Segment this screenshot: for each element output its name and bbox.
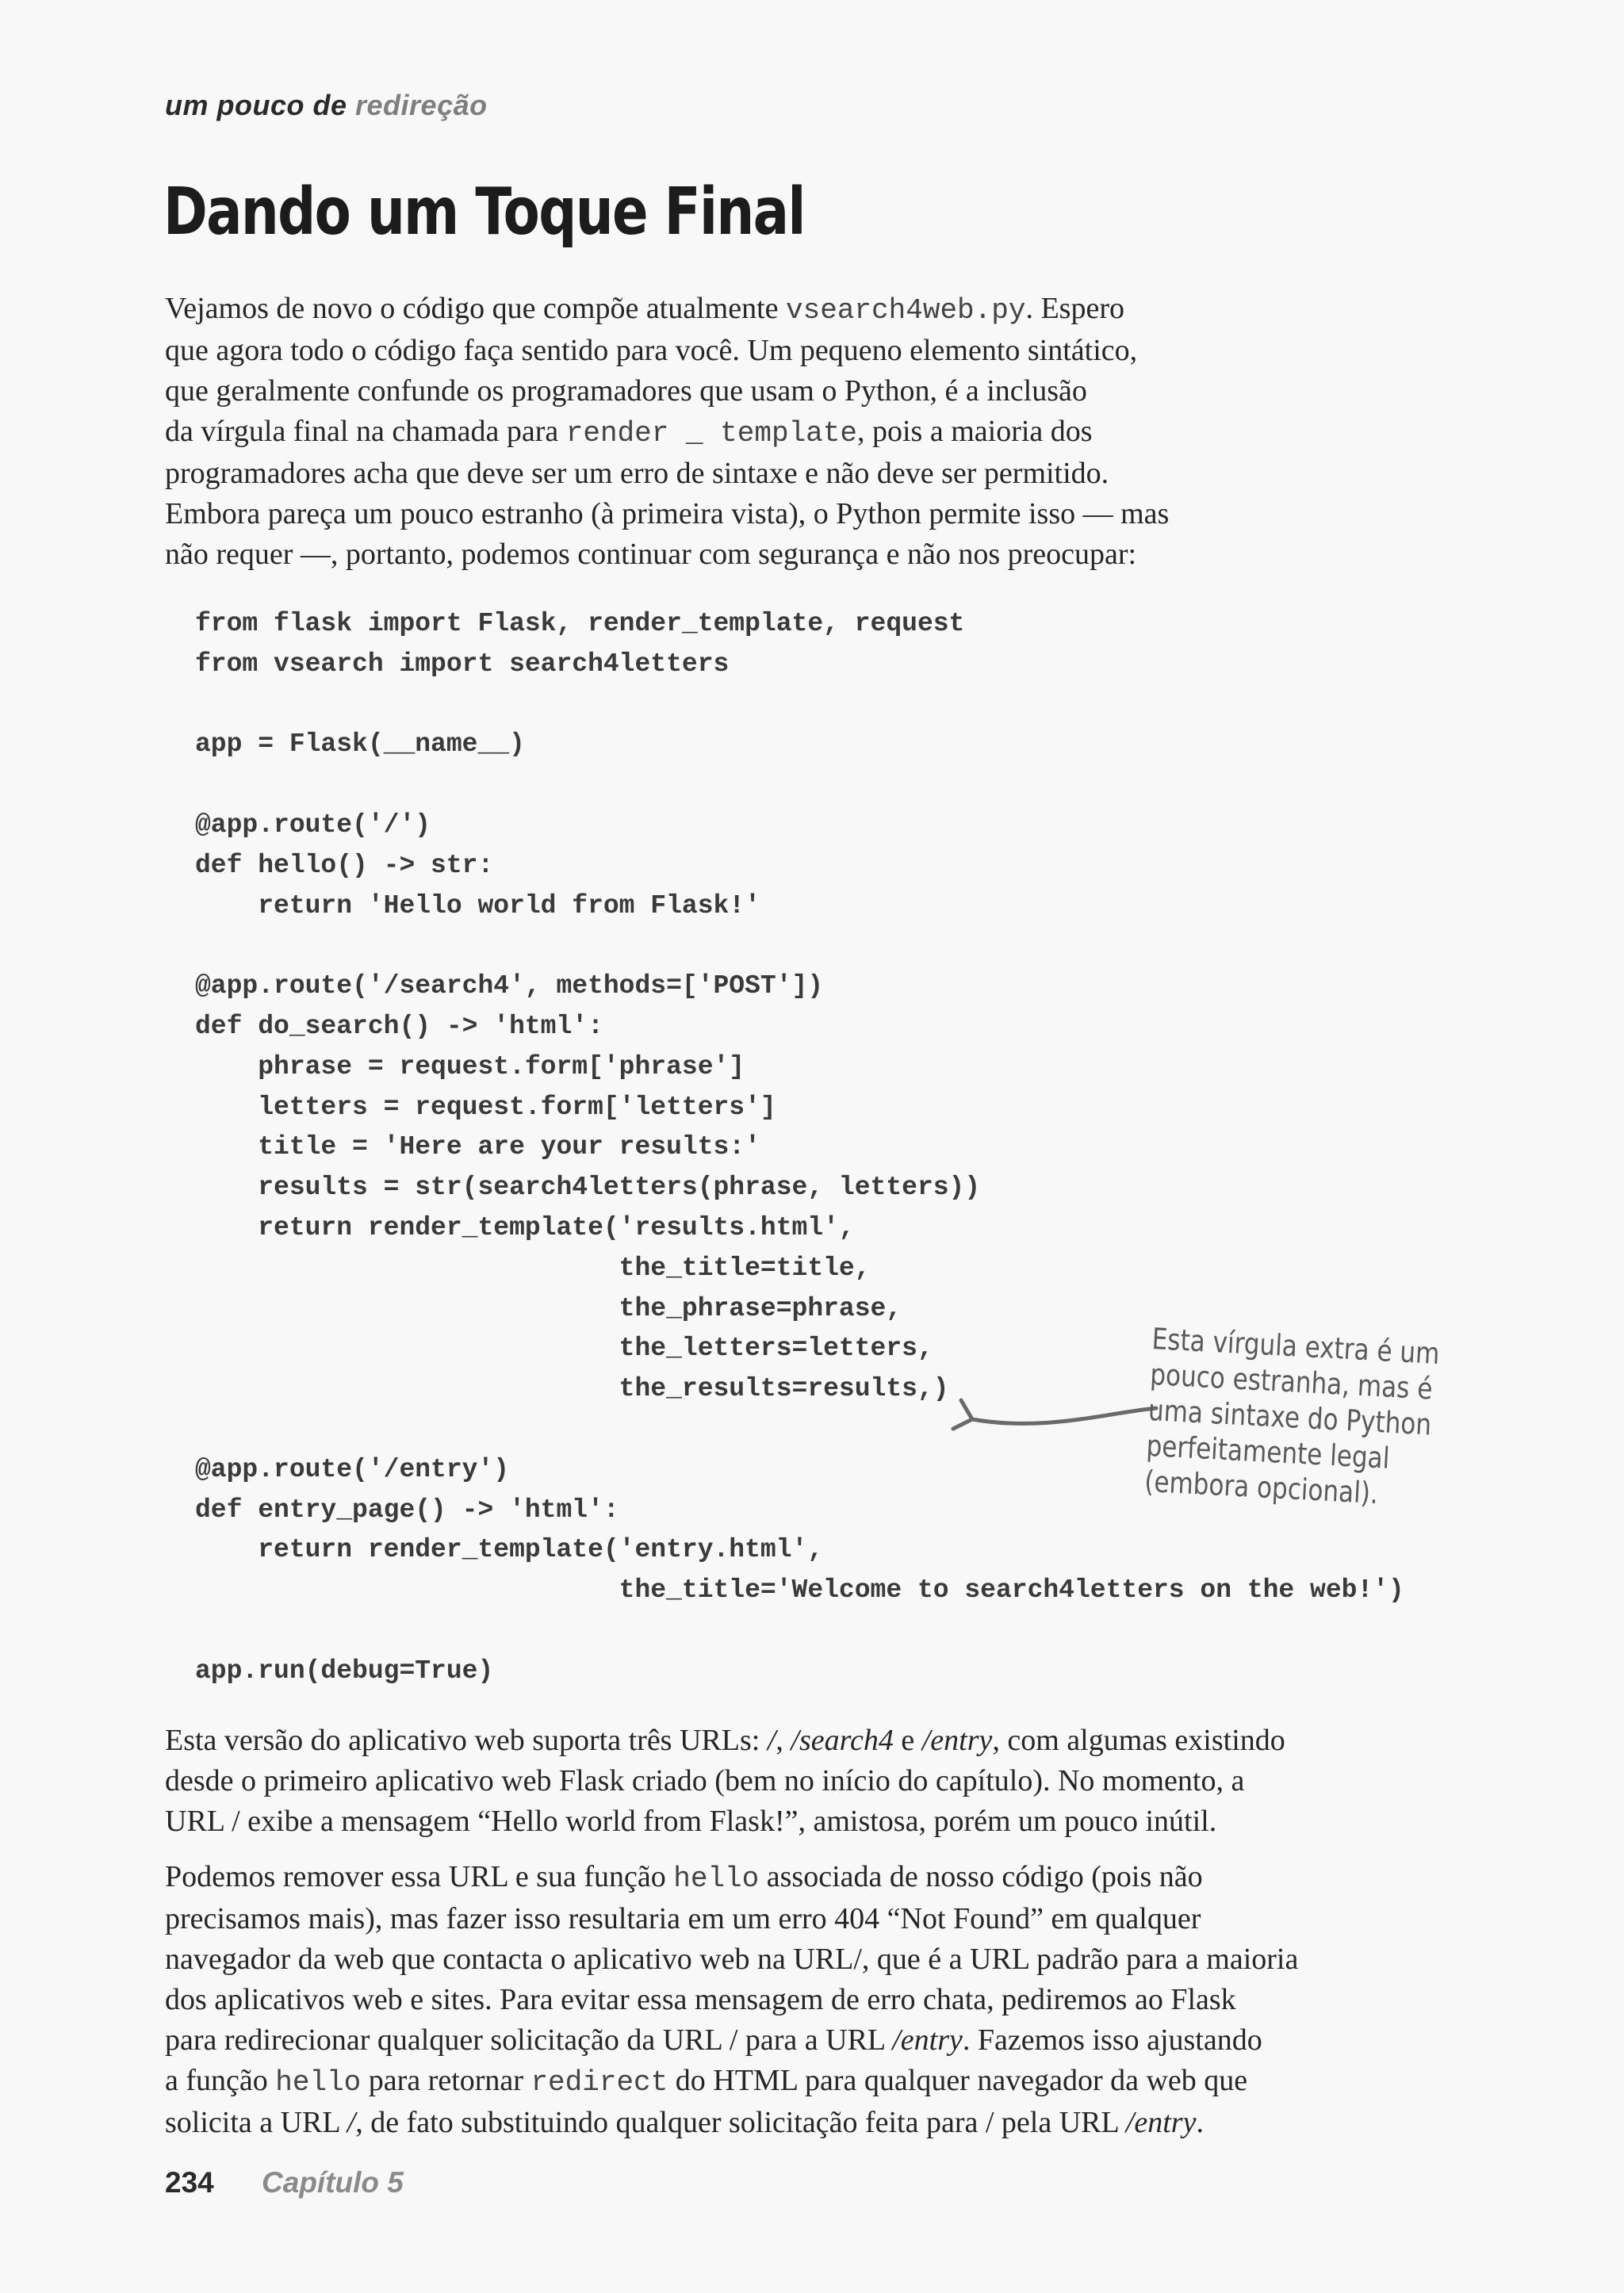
running-head-prefix: um pouco de — [165, 89, 347, 121]
code-line: title = 'Here are your results:' — [195, 1132, 760, 1162]
code-line: app = Flask(__name__) — [195, 729, 525, 760]
annotation-line: pouco estranha, mas é — [1149, 1357, 1434, 1407]
inline-code: redirect — [530, 2066, 668, 2099]
intro-paragraph — [165, 289, 1465, 575]
intro-line: da vírgula final na chamada para render _ template, pois a maioria dos — [165, 415, 1093, 450]
code-line: return render_template('entry.html', — [195, 1535, 824, 1565]
paragraph-line: Podemos remover essa URL e sua função hello associada de nosso código (pois não — [165, 1860, 1203, 1895]
inline-code: vsearch4web.py — [786, 294, 1026, 327]
running-head — [165, 89, 488, 122]
code-line: return render_template('results.html', — [195, 1212, 855, 1242]
intro-line: não requer —, portanto, podemos continuar com segurança e não nos preocupar: — [165, 538, 1137, 571]
paragraph-line: para redirecionar qualquer solicitação da URL / para a URL /entry. Fazemos isso ajustando — [165, 2023, 1262, 2057]
code-line — [195, 765, 1404, 806]
code-line: from vsearch import search4letters — [195, 649, 730, 679]
code-listing — [195, 604, 1404, 1692]
code-line — [195, 1611, 1404, 1652]
running-head-topic: redireção — [355, 89, 488, 121]
code-line: @app.route('/search4', methods=['POST']) — [195, 971, 824, 1001]
code-line: return 'Hello world from Flask!' — [195, 890, 760, 921]
code-line: the_letters=letters, — [195, 1334, 933, 1364]
code-line — [195, 926, 1404, 967]
code-line: the_results=results,) — [195, 1374, 949, 1404]
chapter-label: Capítulo 5 — [262, 2166, 404, 2199]
annotation-line: (embora opcional). — [1143, 1464, 1379, 1511]
inline-code: render _ template — [565, 417, 857, 450]
paragraph-line: solicita a URL /, de fato substituindo qualquer solicitação feita para / pela URL /entry. — [165, 2106, 1204, 2139]
code-line: phrase = request.form['phrase'] — [195, 1051, 745, 1081]
intro-line: que agora todo o código faça sentido para você. Um pequeno elemento sintático, — [165, 334, 1138, 367]
page-footer — [165, 2166, 404, 2199]
paragraph-line: URL / exibe a mensagem “Hello world from Flask!”, amistosa, porém um pouco inútil. — [165, 1805, 1217, 1838]
body-paragraph-urls — [165, 1721, 1481, 1842]
paragraph-line: desde o primeiro aplicativo web Flask criado (bem no início do capítulo). No momento, a — [165, 1764, 1245, 1797]
code-line: letters = request.form['letters'] — [195, 1092, 776, 1122]
code-line: from flask import Flask, render_template, request — [195, 609, 965, 638]
paragraph-line: dos aplicativos web e sites. Para evitar essa mensagem de erro chata, pediremos ao Flask — [165, 1983, 1236, 2016]
paragraph-line: precisamos mais), mas fazer isso resultaria em um erro 404 “Not Found” em qualquer — [165, 1902, 1201, 1935]
code-line: the_title=title, — [195, 1253, 871, 1283]
section-title: Dando um Toque Final — [163, 174, 805, 250]
intro-line: Vejamos de novo o código que compõe atualmente vsearch4web.py. Espero — [165, 292, 1124, 327]
code-line: def hello() -> str: — [195, 850, 494, 880]
annotation-line: perfeitamente legal — [1145, 1428, 1391, 1476]
handwritten-annotation — [1143, 1321, 1441, 1514]
code-line: def do_search() -> 'html': — [195, 1011, 603, 1041]
paragraph-line: Esta versão do aplicativo web suporta três URLs: /, /search4 e /entry, com algumas existindo — [165, 1724, 1285, 1757]
intro-line: que geralmente confunde os programadores que usam o Python, é a inclusão — [165, 374, 1087, 408]
code-line: def entry_page() -> 'html': — [195, 1495, 619, 1525]
intro-line: Embora pareça um pouco estranho (à primeira vista), o Python permite isso — mas — [165, 497, 1170, 530]
inline-code: hello — [275, 2066, 362, 2099]
code-line — [195, 685, 1404, 725]
code-line: the_phrase=phrase, — [195, 1293, 902, 1323]
paragraph-line: a função hello para retornar redirect do HTML para qualquer navegador da web que — [165, 2064, 1248, 2099]
page-number: 234 — [165, 2166, 214, 2199]
code-line: results = str(search4letters(phrase, letters)) — [195, 1173, 981, 1203]
annotation-line: uma sintaxe do Python — [1147, 1392, 1433, 1442]
code-line: app.run(debug=True) — [195, 1656, 494, 1686]
code-line: @app.route('/') — [195, 810, 431, 840]
paragraph-line: navegador da web que contacta o aplicativo web na URL/, que é a URL padrão para a maioria — [165, 1943, 1299, 1976]
body-paragraph-redirect — [165, 1857, 1481, 2143]
annotation-arrow-icon — [948, 1394, 1162, 1449]
intro-line: programadores acha que deve ser um erro de sintaxe e não deve ser permitido. — [165, 457, 1109, 490]
inline-code: hello — [673, 1862, 760, 1895]
annotation-line: Esta vírgula extra é um — [1151, 1321, 1441, 1371]
code-line: the_title='Welcome to search4letters on the web!') — [195, 1575, 1404, 1606]
code-line: @app.route('/entry') — [195, 1454, 510, 1484]
